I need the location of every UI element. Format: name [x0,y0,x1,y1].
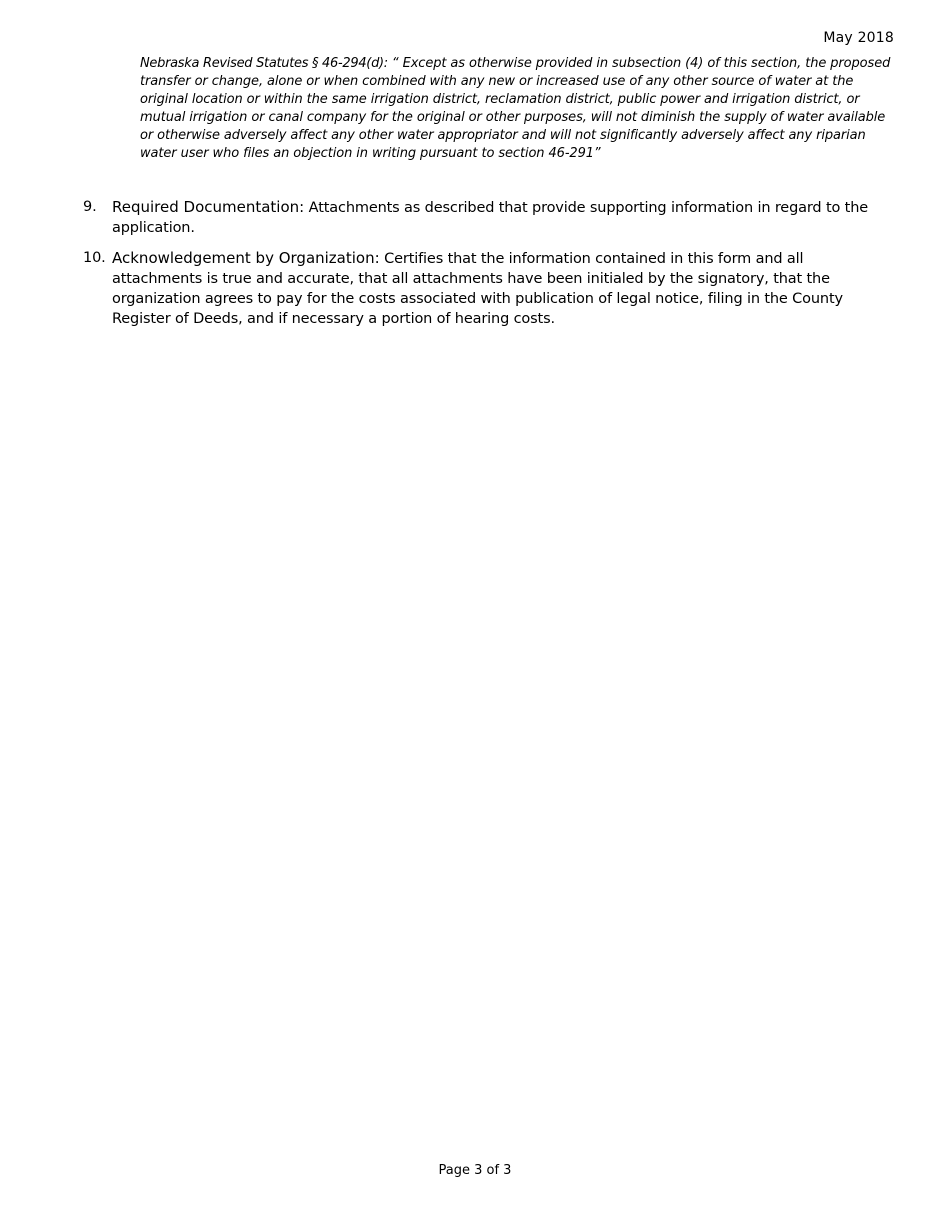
list-item-required-documentation [83,197,895,238]
list-item-term: Acknowledgement by Organization: [112,249,380,267]
list-item-text: Attachments as described that provide supporting information in regard to the application. [112,200,869,236]
list-item-acknowledgement [83,248,895,329]
list-item-number: 10. [83,250,106,266]
statute-quote-block [140,55,892,163]
header-date: May 2018 [823,30,894,46]
numbered-list [83,197,895,339]
page-number: Page 3 of 3 [438,1163,512,1178]
list-item-term: Required Documentation: [112,198,305,216]
statute-quote-text: “ Except as otherwise provided in subsection (4) of this section, the proposed transfer or change, alone or when combined with any new or increased use of any other source of water at the original location or within the same irrigation district, reclamation district, public power and irrigation district, or mutual irrigation or canal company for the original or other purposes, will not diminish the supply of water available or otherwise adversely affect any other water appropriator and will not significantly adversely affect any riparian water user who files an objection in writing pursuant to section 46-291” [140,56,891,161]
statute-citation: Nebraska Revised Statutes § 46-294(d): [140,56,388,71]
list-item-number: 9. [83,199,97,215]
list-item-text: Certifies that the information contained in this form and all attachments is true and accurate, that all attachments have been initialed by the signatory, that the organization agrees to pay for the costs associated with publication of legal notice, filing in the County Register of Deeds, and if necessary a portion of hearing costs. [112,251,843,327]
